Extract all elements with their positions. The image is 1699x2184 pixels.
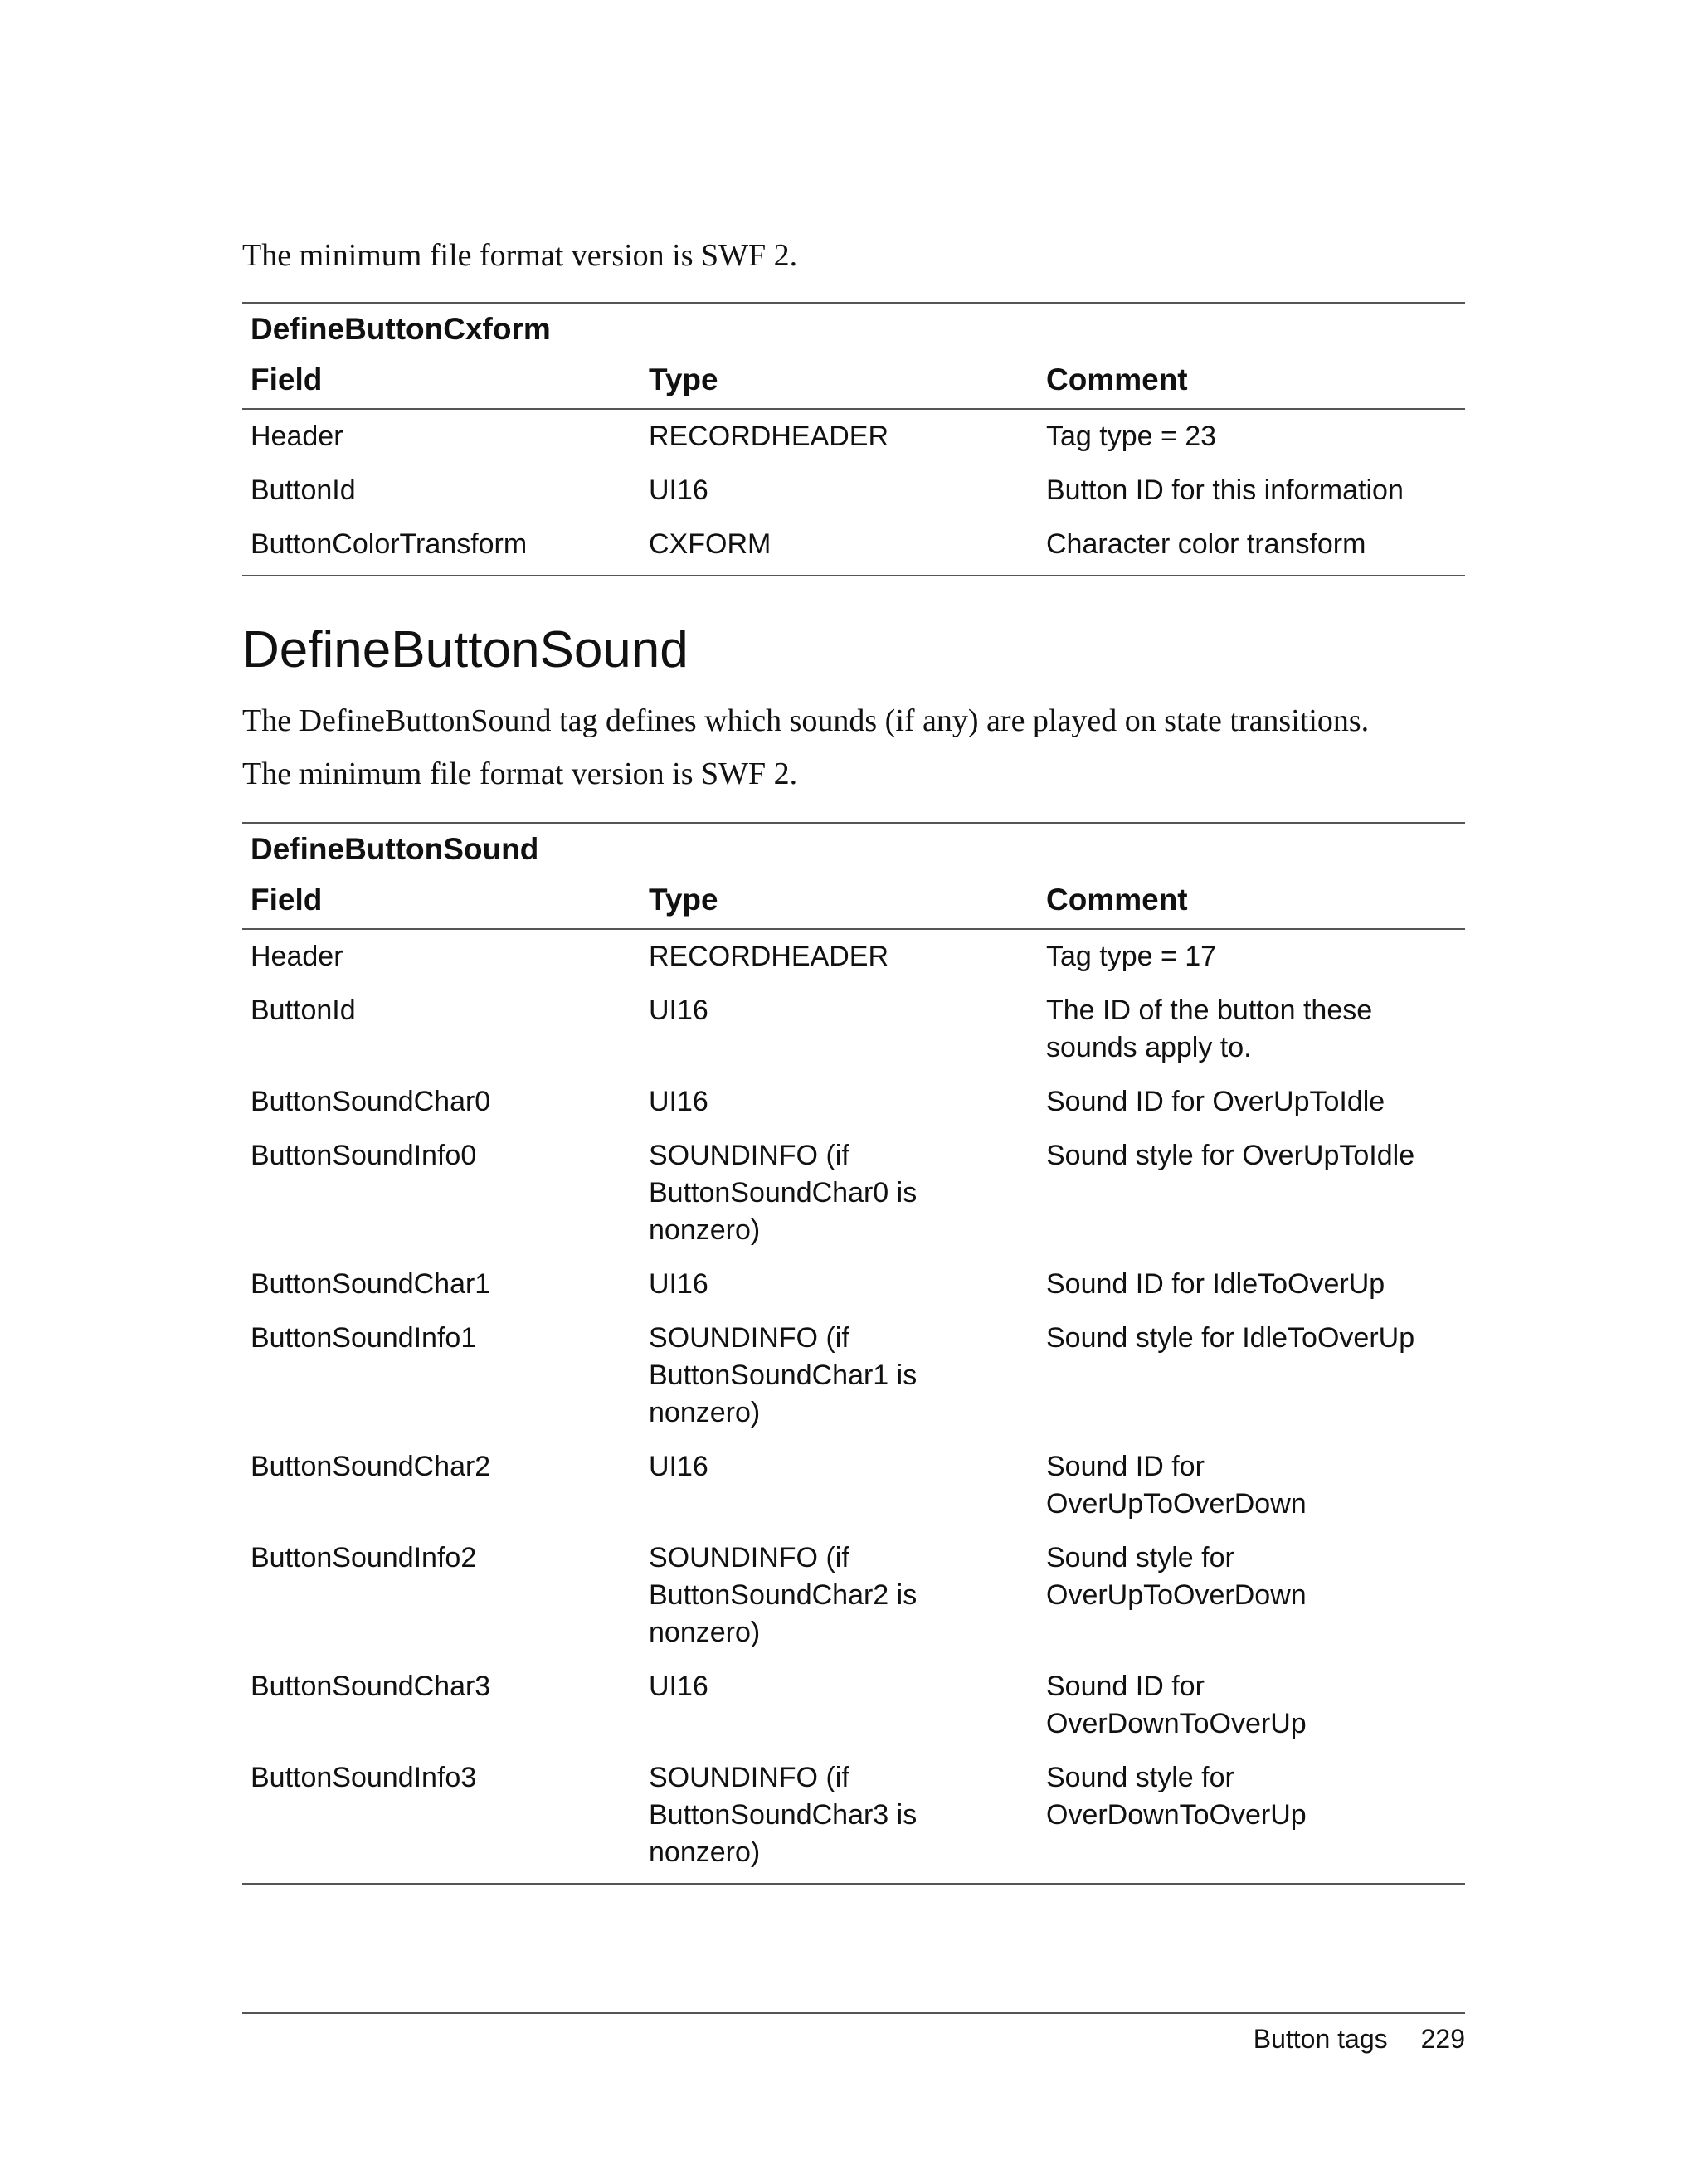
comment-cell: Button ID for this information [1046, 474, 1404, 506]
comment-cell: Character color transform [1038, 518, 1465, 576]
table-title-row [242, 823, 1465, 878]
comment-cell: The ID of the button these sounds apply to. [1046, 995, 1373, 1063]
field-cell: ButtonSoundInfo3 [242, 1751, 640, 1884]
comment-cell: Sound ID for IdleToOverUp [1046, 1268, 1385, 1300]
table-header-row [242, 358, 1465, 409]
field-cell: ButtonId [251, 474, 356, 506]
page-footer [1254, 2021, 1465, 2057]
field-cell: ButtonColorTransform [242, 518, 640, 576]
comment-cell: Sound ID for OverDownToOverUp [1046, 1671, 1307, 1739]
define-button-sound-table [242, 822, 1465, 1885]
footer-section-name: Button tags [1253, 2024, 1388, 2054]
type-cell: RECORDHEADER [649, 941, 889, 972]
type-cell: UI16 [649, 1671, 708, 1702]
comment-cell: Sound style for OverUpToOverDown [1046, 1542, 1307, 1611]
type-cell: SOUNDINFO (if ButtonSoundChar2 is nonzero) [649, 1542, 918, 1648]
comment-cell: Sound style for OverDownToOverUp [1038, 1751, 1465, 1884]
comment-cell: Tag type = 17 [1046, 941, 1217, 972]
table-row [242, 1531, 1465, 1660]
column-header-type: Type [640, 358, 1038, 409]
table-row [242, 1257, 1465, 1311]
table-header-row [242, 878, 1465, 929]
field-cell: Header [251, 421, 343, 452]
comment-cell: Sound style for OverUpToIdle [1046, 1140, 1415, 1171]
type-cell: CXFORM [640, 518, 1038, 576]
table-row [242, 1440, 1465, 1531]
footer-divider [242, 2012, 1465, 2014]
field-cell: ButtonSoundChar0 [251, 1086, 491, 1117]
field-cell: Header [251, 941, 343, 972]
table-row [242, 464, 1465, 518]
page-number: 229 [1420, 2024, 1465, 2054]
column-header-field: Field [242, 878, 640, 929]
field-cell: ButtonSoundChar3 [251, 1671, 491, 1702]
table-title: DefineButtonSound [251, 832, 539, 866]
section-min-version: The minimum file format version is SWF 2. [242, 756, 798, 791]
type-cell: UI16 [649, 1451, 708, 1482]
intro-min-version: The minimum file format version is SWF 2. [242, 238, 798, 273]
section-heading: DefineButtonSound [242, 621, 689, 679]
column-header-comment: Comment [1038, 878, 1465, 929]
column-header-field: Field [242, 358, 640, 409]
table-row [242, 1311, 1465, 1440]
table-title: DefineButtonCxform [251, 312, 551, 346]
table-title-row [242, 303, 1465, 358]
comment-cell: Sound ID for OverUpToOverDown [1046, 1451, 1307, 1520]
type-cell: SOUNDINFO (if ButtonSoundChar1 is nonzero) [649, 1322, 918, 1428]
type-cell: UI16 [649, 474, 708, 506]
type-cell: RECORDHEADER [649, 421, 889, 452]
table-row [242, 1660, 1465, 1751]
type-cell: SOUNDINFO (if ButtonSoundChar3 is nonzero) [640, 1751, 1038, 1884]
define-button-cxform-table [242, 302, 1465, 576]
table-row [242, 409, 1465, 464]
table-row [242, 1075, 1465, 1129]
type-cell: UI16 [649, 1086, 708, 1117]
type-cell: SOUNDINFO (if ButtonSoundChar0 is nonzero) [649, 1140, 918, 1246]
field-cell: ButtonSoundChar1 [251, 1268, 491, 1300]
field-cell: ButtonId [251, 995, 356, 1026]
field-cell: ButtonSoundInfo1 [251, 1322, 477, 1354]
column-header-type: Type [640, 878, 1038, 929]
column-header-comment: Comment [1038, 358, 1465, 409]
comment-cell: Tag type = 23 [1046, 421, 1217, 452]
field-cell: ButtonSoundChar2 [251, 1451, 491, 1482]
field-cell: ButtonSoundInfo2 [251, 1542, 477, 1574]
comment-cell: Sound style for IdleToOverUp [1046, 1322, 1415, 1354]
table-row [242, 1751, 1465, 1884]
type-cell: UI16 [649, 995, 708, 1026]
comment-cell: Sound ID for OverUpToIdle [1046, 1086, 1385, 1117]
table-row [242, 984, 1465, 1075]
table-row [242, 518, 1465, 576]
table-row [242, 1129, 1465, 1257]
section-description: The DefineButtonSound tag defines which sounds (if any) are played on state transitions. [242, 703, 1370, 738]
field-cell: ButtonSoundInfo0 [251, 1140, 477, 1171]
table-row [242, 929, 1465, 984]
type-cell: UI16 [649, 1268, 708, 1300]
